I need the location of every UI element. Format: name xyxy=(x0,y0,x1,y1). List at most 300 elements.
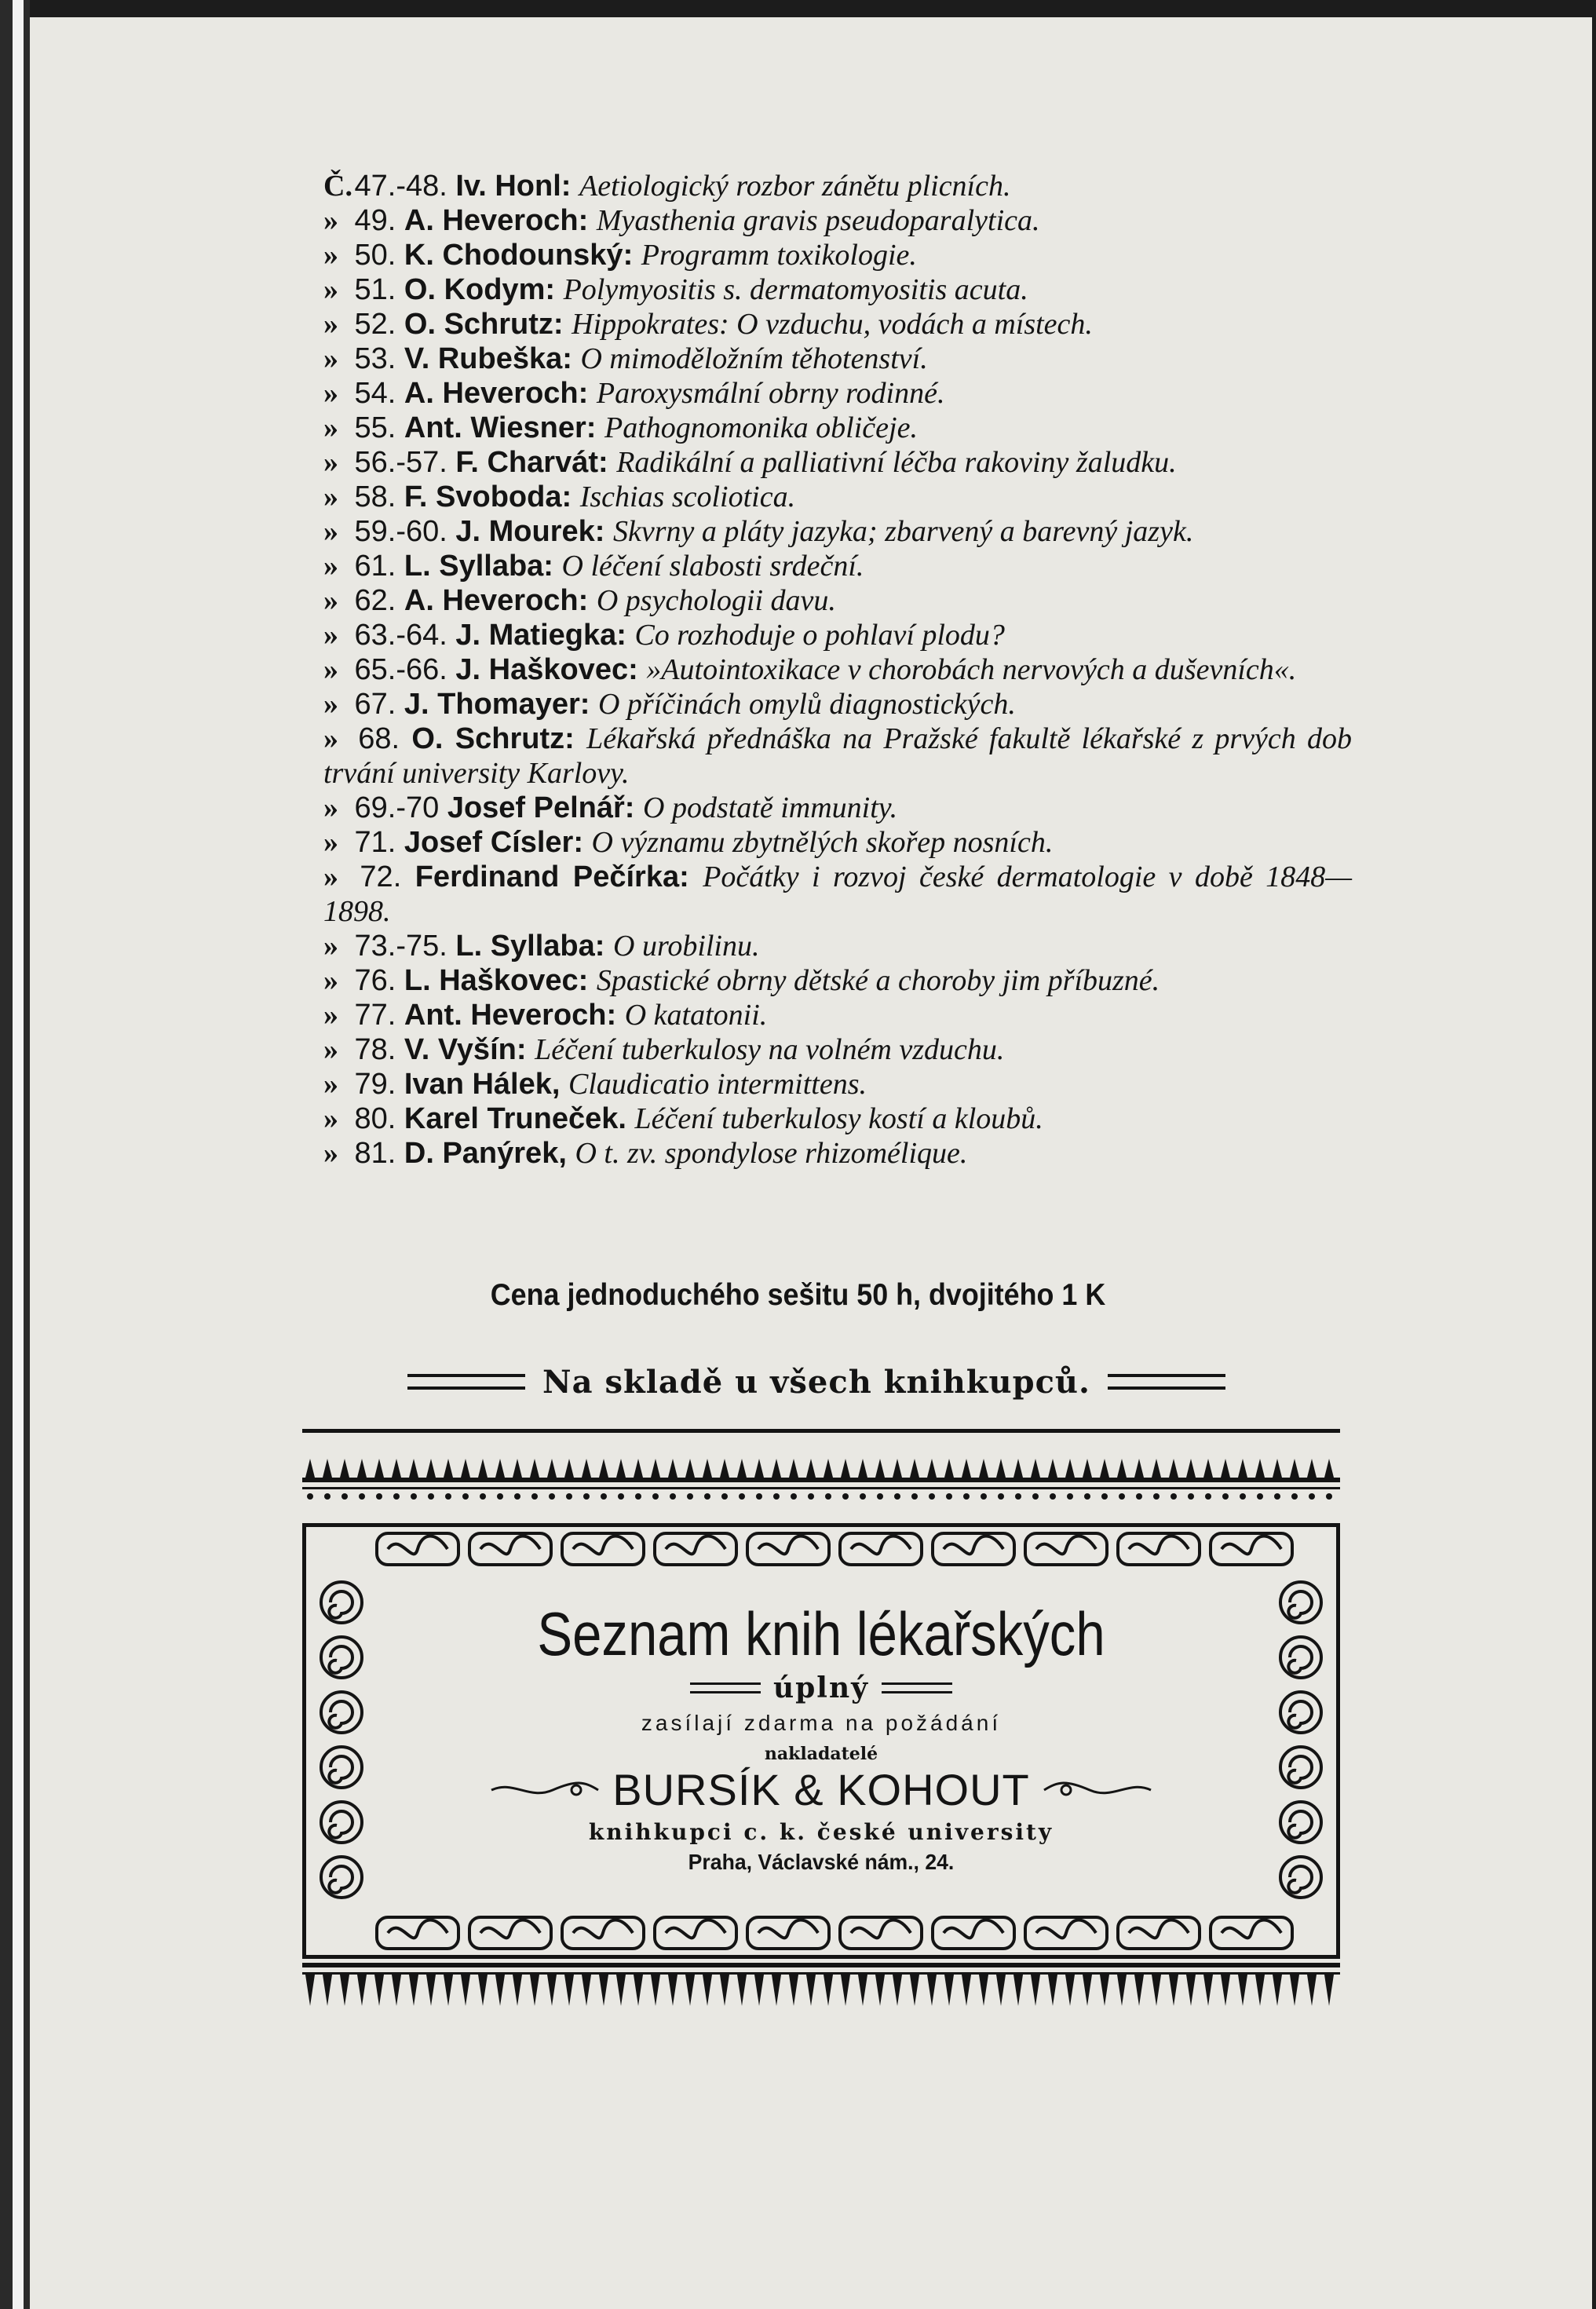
frieze-bead xyxy=(1067,1493,1073,1500)
frieze-bead xyxy=(894,1493,900,1500)
frieze-spike xyxy=(1100,1459,1109,1478)
stock-text: Na skladě u všech knihkupců. xyxy=(542,1363,1090,1401)
ornament-band-top xyxy=(306,1527,1336,1571)
frieze-bead xyxy=(739,1493,745,1500)
entry-title: O urobilinu. xyxy=(613,930,760,963)
frieze-bead xyxy=(549,1493,555,1500)
entry-title: Léčení tuberkulosy na volném vzduchu. xyxy=(535,1033,1005,1066)
entry-marker: » xyxy=(323,826,338,859)
entry-title: Spastické obrny dětské a choroby jim příbuzné. xyxy=(596,964,1160,997)
frieze-bead xyxy=(1309,1978,1315,1985)
frieze-bead xyxy=(445,1978,451,1985)
frieze-spike xyxy=(616,1459,626,1478)
frieze-bead xyxy=(825,1493,831,1500)
frieze-bead xyxy=(1309,1493,1315,1500)
scroll-spiral xyxy=(329,1646,352,1673)
frieze-bead xyxy=(998,1978,1004,1985)
entry-title: O významu zbytnělých skořep nosních. xyxy=(591,826,1054,859)
double-rule-right xyxy=(1108,1374,1225,1390)
frieze-bead xyxy=(480,1978,486,1985)
frieze-bead xyxy=(566,1493,572,1500)
frieze-bead xyxy=(1274,1493,1280,1500)
frieze-bead xyxy=(652,1493,659,1500)
frieze-bead xyxy=(946,1978,952,1985)
frieze-spike xyxy=(651,1459,660,1478)
frieze-spike xyxy=(875,1459,885,1478)
frieze-bead xyxy=(324,1978,331,1985)
price-note: Cena jednoduchého sešitu 50 h, dvojitého 1 K xyxy=(490,1278,1106,1312)
frieze-bead xyxy=(756,1493,762,1500)
list-item xyxy=(323,583,1352,618)
entry-marker: » xyxy=(323,204,338,237)
entry-title: Programm toxikologie. xyxy=(641,239,917,272)
entry-author: A. Heveroch: xyxy=(404,584,597,617)
entry-number: 67. xyxy=(354,688,404,721)
frieze-bead xyxy=(514,1978,520,1985)
entry-marker: » xyxy=(323,446,338,479)
entry-number: 81. xyxy=(354,1137,404,1170)
frieze-bead xyxy=(618,1493,624,1500)
frieze-bead xyxy=(1101,1493,1108,1500)
entry-marker: » xyxy=(323,584,338,617)
entry-author: Ivan Hálek, xyxy=(404,1068,569,1101)
frieze-spike xyxy=(1031,1459,1040,1478)
entry-author: Josef Císler: xyxy=(404,826,592,859)
frieze-spike xyxy=(392,1459,401,1478)
list-item xyxy=(323,825,1352,860)
stock-notice xyxy=(385,1358,1248,1405)
entry-title: O podstatě immunity. xyxy=(643,791,898,824)
entry-title: Počátky i rozvoj české dermatologie v době 1848—1898. xyxy=(323,860,1353,928)
scroll-spiral xyxy=(1288,1811,1312,1838)
frieze-bead xyxy=(480,1493,486,1500)
entry-marker: » xyxy=(323,688,338,721)
frieze-bead xyxy=(531,1978,538,1985)
frieze-bead xyxy=(773,1493,780,1500)
list-item xyxy=(323,860,1352,929)
frieze-bead xyxy=(946,1493,952,1500)
list-item xyxy=(323,238,1352,272)
list-item xyxy=(323,272,1352,307)
frieze-spike xyxy=(1186,1459,1196,1478)
list-item xyxy=(323,652,1352,687)
frieze-bead xyxy=(1326,1493,1332,1500)
frieze-bead xyxy=(583,1978,590,1985)
frieze-bead xyxy=(497,1978,503,1985)
flourish-left-icon xyxy=(490,1778,600,1802)
frieze-bead xyxy=(341,1493,348,1500)
entry-marker: » xyxy=(323,480,338,513)
entry-number: 77. xyxy=(354,999,404,1032)
frieze-spike xyxy=(1048,1459,1057,1478)
frieze-bead xyxy=(687,1493,693,1500)
frieze-spike xyxy=(1152,1459,1161,1478)
frieze-bead xyxy=(1032,1978,1039,1985)
frieze-spike xyxy=(1134,1459,1144,1478)
entry-number: 53. xyxy=(354,342,404,375)
frieze-spike xyxy=(1169,1459,1178,1478)
frieze-bead xyxy=(462,1978,469,1985)
entry-title: Co rozhoduje o pohlaví plodu? xyxy=(634,619,1005,652)
frieze-spike xyxy=(806,1459,816,1478)
list-item xyxy=(323,1032,1352,1067)
frieze-bead xyxy=(1326,1978,1332,1985)
frieze-bead xyxy=(911,1978,918,1985)
entry-number: 80. xyxy=(354,1102,404,1135)
frieze-bead xyxy=(1153,1493,1160,1500)
frieze-bead xyxy=(894,1978,900,1985)
frieze-bead xyxy=(601,1493,607,1500)
advertisement-box xyxy=(302,1523,1340,1959)
ornamental-frieze-bottom xyxy=(302,1963,1340,2018)
frieze-spike xyxy=(634,1459,643,1478)
frieze-bead xyxy=(825,1978,831,1985)
list-item xyxy=(323,307,1352,342)
frieze-spike xyxy=(1324,1459,1334,1478)
scroll-spiral xyxy=(329,1811,352,1838)
ad-complete-row xyxy=(400,1671,1242,1704)
frieze-bead xyxy=(998,1493,1004,1500)
entry-author: Ant. Heveroch: xyxy=(404,999,625,1032)
frieze-bead xyxy=(1240,1978,1246,1985)
entry-author: Ferdinand Pečírka: xyxy=(415,860,703,893)
frieze-bead xyxy=(428,1978,434,1985)
entry-number: 65.-66. xyxy=(354,653,456,686)
frieze-bead xyxy=(1015,1978,1021,1985)
frieze-spike xyxy=(340,1459,349,1478)
frieze-bead xyxy=(411,1978,417,1985)
publication-list xyxy=(323,169,1352,1171)
frieze-spike xyxy=(323,1459,332,1478)
ad-complete: úplný xyxy=(772,1671,870,1704)
frieze-spike xyxy=(910,1459,919,1478)
frieze-spike xyxy=(893,1459,902,1478)
frieze-spike xyxy=(495,1459,505,1478)
entry-number: 56.-57. xyxy=(354,446,456,479)
frieze-bead xyxy=(359,1493,365,1500)
list-item xyxy=(323,963,1352,998)
entry-title: O psychologii davu. xyxy=(596,584,836,617)
frieze-bead xyxy=(1119,1978,1125,1985)
list-item xyxy=(323,1102,1352,1136)
frieze-spike xyxy=(1083,1459,1092,1478)
scroll-spiral xyxy=(1288,1866,1312,1893)
ornament-band-bottom xyxy=(306,1911,1336,1955)
entry-marker: » xyxy=(323,377,338,410)
entry-marker: » xyxy=(323,308,338,341)
ad-bookshop: knihkupci c. k. české university xyxy=(588,1819,1054,1845)
entry-number: 55. xyxy=(354,411,404,444)
frieze-bead xyxy=(1205,1978,1211,1985)
ad-publisher-row xyxy=(400,1764,1242,1816)
entry-marker: » xyxy=(323,860,338,893)
scan-binding-edge xyxy=(0,0,30,2309)
scroll-spiral xyxy=(1288,1646,1312,1673)
frieze-bead xyxy=(860,1978,866,1985)
entry-author: Ant. Wiesner: xyxy=(404,411,605,444)
frieze-spike xyxy=(824,1459,833,1478)
scan-top-border xyxy=(0,0,1596,17)
entry-number: 51. xyxy=(354,273,404,306)
ornamental-frieze-top xyxy=(302,1452,1340,1515)
entry-number: 72. xyxy=(360,860,415,893)
frieze-bead xyxy=(911,1493,918,1500)
frieze-bead xyxy=(549,1978,555,1985)
frieze-bead xyxy=(687,1978,693,1985)
entry-title: Polymyositis s. dermatomyositis acuta. xyxy=(563,273,1028,306)
frieze-bead xyxy=(842,1978,849,1985)
entry-author: J. Matiegka: xyxy=(455,619,635,652)
separator-rule xyxy=(302,1429,1340,1433)
frieze-bead xyxy=(376,1493,382,1500)
scroll-spiral xyxy=(1288,1591,1312,1618)
frieze-bead xyxy=(1015,1493,1021,1500)
frieze-bead xyxy=(1257,1493,1263,1500)
frieze-bead xyxy=(721,1978,728,1985)
frieze-bead xyxy=(445,1493,451,1500)
entry-author: A. Heveroch: xyxy=(404,377,597,410)
entry-number: 50. xyxy=(354,239,404,272)
list-item xyxy=(323,1067,1352,1102)
frieze-spike xyxy=(979,1459,988,1478)
frieze-spike xyxy=(1255,1459,1265,1478)
frieze-bead xyxy=(1136,1978,1142,1985)
frieze-bead xyxy=(618,1978,624,1985)
frieze-bead xyxy=(583,1493,590,1500)
frieze-bead xyxy=(704,1978,710,1985)
entry-number: 63.-64. xyxy=(354,619,456,652)
frieze-bead xyxy=(704,1493,710,1500)
entry-number: 71. xyxy=(354,826,404,859)
frieze-spike xyxy=(564,1459,574,1478)
list-item xyxy=(323,791,1352,825)
frieze-bead xyxy=(1274,1978,1280,1985)
frieze-bead xyxy=(929,1493,935,1500)
frieze-bead xyxy=(307,1493,313,1500)
entry-title: O katatonii. xyxy=(624,999,768,1032)
frieze-bead xyxy=(1291,1493,1298,1500)
frieze-bead xyxy=(670,1978,676,1985)
frieze-spike xyxy=(461,1459,470,1478)
entry-author: J. Thomayer: xyxy=(404,688,598,721)
frieze-bead xyxy=(1205,1493,1211,1500)
frieze-spike xyxy=(1238,1459,1247,1478)
entry-title: »Autointoxikace v chorobách nervových a duševních«. xyxy=(646,653,1297,686)
frieze-bead xyxy=(1050,1978,1056,1985)
entry-marker: » xyxy=(323,1068,338,1101)
frieze-bead xyxy=(376,1978,382,1985)
frieze-bead xyxy=(1084,1978,1090,1985)
entry-marker: » xyxy=(323,930,338,963)
list-item xyxy=(323,169,1352,203)
entry-title: Lékařská přednáška na Pražské fakultě lékařské z prvých dob trvání university Karlovy. xyxy=(323,722,1353,790)
list-item xyxy=(323,514,1352,549)
frieze-bead xyxy=(929,1978,935,1985)
frieze-bead xyxy=(1136,1493,1142,1500)
advertisement-content xyxy=(400,1580,1242,1902)
entry-author: Karel Truneček. xyxy=(404,1102,635,1135)
entry-marker: » xyxy=(323,550,338,583)
frieze-bead xyxy=(411,1493,417,1500)
entry-author: D. Panýrek, xyxy=(404,1137,575,1170)
list-item xyxy=(323,998,1352,1032)
frieze-spike xyxy=(530,1459,539,1478)
frieze-bead xyxy=(808,1493,814,1500)
entry-marker: » xyxy=(323,619,338,652)
frieze-bead xyxy=(1171,1493,1177,1500)
entry-marker: » xyxy=(323,791,338,824)
frieze-spike xyxy=(720,1459,729,1478)
frieze-bead xyxy=(963,1978,970,1985)
frieze-spike xyxy=(962,1459,971,1478)
frieze-bead xyxy=(877,1493,883,1500)
frieze-bead xyxy=(635,1493,641,1500)
frieze-spike xyxy=(668,1459,677,1478)
frieze-spike xyxy=(1117,1459,1127,1478)
frieze-bead xyxy=(497,1493,503,1500)
list-item xyxy=(323,929,1352,963)
frieze-bead xyxy=(307,1978,313,1985)
frieze-bead xyxy=(566,1978,572,1985)
entry-marker: » xyxy=(323,239,338,272)
frieze-bead xyxy=(1257,1978,1263,1985)
frieze-spike xyxy=(944,1459,954,1478)
frieze-bead xyxy=(670,1493,676,1500)
entry-marker: » xyxy=(323,411,338,444)
frieze-bead xyxy=(1153,1978,1160,1985)
ad-sent-free: zasílají zdarma na požádání xyxy=(641,1711,1002,1735)
frieze-spike xyxy=(996,1459,1006,1478)
entry-author: O. Schrutz: xyxy=(404,308,572,341)
entry-title: Skvrny a pláty jazyka; zbarvený a barevný jazyk. xyxy=(612,515,1194,548)
entry-number: 78. xyxy=(354,1033,404,1066)
entry-title: Radikální a palliativní léčba rakoviny žaludku. xyxy=(616,446,1177,479)
entry-title: O léčení slabosti srdeční. xyxy=(561,550,864,583)
entry-author: L. Syllaba: xyxy=(455,930,613,963)
frieze-spike xyxy=(927,1459,937,1478)
entry-marker: » xyxy=(323,999,338,1032)
list-item xyxy=(323,1136,1352,1171)
entry-title: O příčinách omylů diagnostických. xyxy=(597,688,1016,721)
entry-number: 62. xyxy=(354,584,404,617)
entry-author: A. Heveroch: xyxy=(404,204,597,237)
ad-publisher: BURSÍK & KOHOUT xyxy=(612,1765,1030,1814)
entry-title: Paroxysmální obrny rodinné. xyxy=(596,377,945,410)
frieze-bead xyxy=(842,1493,849,1500)
entry-author: O. Kodym: xyxy=(404,273,564,306)
frieze-spike xyxy=(1013,1459,1023,1478)
ad-publishers-label: nakladatelé xyxy=(764,1744,878,1764)
frieze-spike xyxy=(426,1459,436,1478)
frieze-bead xyxy=(462,1493,469,1500)
entry-number: 58. xyxy=(354,480,404,513)
entry-number: 52. xyxy=(354,308,404,341)
frieze-bead xyxy=(1188,1493,1194,1500)
entry-title: Hippokrates: O vzduchu, vodách a místech. xyxy=(572,308,1093,341)
frieze-spike xyxy=(357,1459,367,1478)
ad-title: Seznam knih lékařských xyxy=(537,1599,1105,1668)
list-item xyxy=(323,376,1352,411)
frieze-spike xyxy=(547,1459,557,1478)
entry-author: J. Haškovec: xyxy=(455,653,647,686)
frieze-spike xyxy=(599,1459,608,1478)
entry-number: 76. xyxy=(354,964,404,997)
entry-marker: » xyxy=(323,964,338,997)
entry-number: 69.-70 xyxy=(354,791,447,824)
entry-number: 79. xyxy=(354,1068,404,1101)
entry-title: O t. zv. spondylose rhizomélique. xyxy=(575,1137,968,1170)
frieze-spike xyxy=(789,1459,798,1478)
frieze-bead xyxy=(1067,1978,1073,1985)
frieze-spike xyxy=(1290,1459,1299,1478)
frieze-spike xyxy=(1221,1459,1230,1478)
entry-author: F. Svoboda: xyxy=(404,480,580,513)
frieze-bead xyxy=(531,1493,538,1500)
double-rule-right xyxy=(882,1682,952,1693)
entry-marker: » xyxy=(323,653,338,686)
frieze-bead xyxy=(981,1978,987,1985)
entry-author: J. Mourek: xyxy=(455,515,613,548)
frieze-bead xyxy=(721,1493,728,1500)
frieze-bead xyxy=(1050,1493,1056,1500)
frieze-bead xyxy=(1101,1978,1108,1985)
entry-title: Aetiologický rozbor zánětu plicních. xyxy=(579,170,1011,203)
entry-number: 61. xyxy=(354,550,404,583)
frieze-spike xyxy=(858,1459,867,1478)
entry-marker: » xyxy=(323,1102,338,1135)
scroll-spiral xyxy=(329,1701,352,1728)
scroll-spiral xyxy=(1288,1701,1312,1728)
list-item xyxy=(323,618,1352,652)
list-item xyxy=(323,722,1352,791)
entry-marker: » xyxy=(323,1137,338,1170)
double-rule-left xyxy=(407,1374,525,1390)
frieze-bead xyxy=(860,1493,866,1500)
frieze-bead xyxy=(1084,1493,1090,1500)
frieze-bead xyxy=(652,1978,659,1985)
frieze-bead xyxy=(635,1978,641,1985)
entry-author: Josef Pelnář: xyxy=(447,791,644,824)
frieze-bead xyxy=(773,1978,780,1985)
entry-number: 47.-48. xyxy=(354,170,456,203)
entry-marker: » xyxy=(323,1033,338,1066)
list-item xyxy=(323,445,1352,480)
frieze-spike xyxy=(582,1459,591,1478)
entry-author: V. Vyšín: xyxy=(404,1033,535,1066)
list-item xyxy=(323,203,1352,238)
frieze-bead xyxy=(963,1493,970,1500)
frieze-spike xyxy=(841,1459,850,1478)
double-rule-left xyxy=(690,1682,761,1693)
frieze-spike xyxy=(1203,1459,1213,1478)
frieze-bead xyxy=(324,1493,331,1500)
entry-title: Pathognomonika obličeje. xyxy=(604,411,918,444)
frieze-bead xyxy=(514,1493,520,1500)
list-item xyxy=(323,411,1352,445)
frieze-spike xyxy=(478,1459,488,1478)
frieze-bead xyxy=(877,1978,883,1985)
list-item xyxy=(323,480,1352,514)
frieze-spike xyxy=(444,1459,453,1478)
frieze-bead xyxy=(739,1978,745,1985)
frieze-spike xyxy=(772,1459,781,1478)
frieze-bead xyxy=(1291,1978,1298,1985)
entry-title: Claudicatio intermittens. xyxy=(568,1068,867,1101)
list-item xyxy=(323,342,1352,376)
entry-title: Léčení tuberkulosy kostí a kloubů. xyxy=(634,1102,1043,1135)
frieze-bead xyxy=(341,1978,348,1985)
frieze-bead xyxy=(1171,1978,1177,1985)
